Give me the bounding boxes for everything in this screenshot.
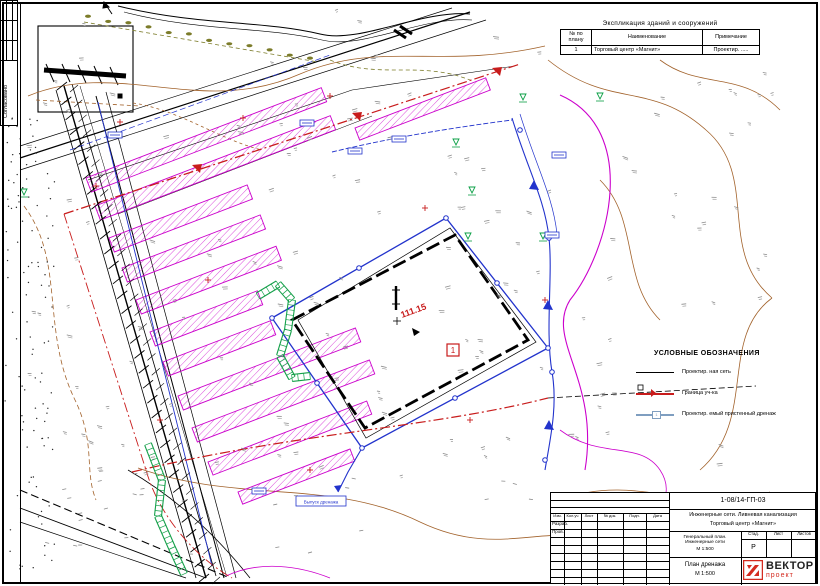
explication-title: Экспликация зданий и сооружений <box>602 20 718 27</box>
object-line2: Торговый центр «Магнит» <box>709 521 777 527</box>
rev-col-koluch: Кол.уч <box>566 513 579 518</box>
legend <box>636 350 816 430</box>
rev-col-podp: Подп. <box>629 513 640 518</box>
sheet-scale: М 1:500 <box>695 571 715 577</box>
building-elevation-label: 111.15 <box>399 301 428 320</box>
side-stamp-label: Согласовано <box>3 84 9 118</box>
logo-cell <box>741 557 817 585</box>
content-line2: М 1:500 <box>696 547 714 552</box>
drain-outlet-label: Выпуск дренажа <box>303 499 339 505</box>
legend-item-label: Граница уч-ка <box>682 390 718 396</box>
explication-row-num: 1 <box>561 45 592 54</box>
explication-row-name: Торговый центр «Магнит» <box>592 45 703 54</box>
legend-item-label: Проектир. ная сеть <box>682 369 731 375</box>
legend-title: УСЛОВНЫЕ ОБОЗНАЧЕНИЯ <box>654 350 760 357</box>
rev-col-izm: Изм. <box>553 513 562 518</box>
explication-col-num: № по плану <box>561 30 592 46</box>
rev-col-list: Лист <box>584 513 594 518</box>
network-line-swatch <box>636 367 674 377</box>
legend-item-label: Проектир. емый пристенный дренаж <box>682 411 776 417</box>
sheets-header: Листов <box>797 531 811 536</box>
explication-table <box>560 20 760 55</box>
sheet-header: Лист <box>773 531 784 536</box>
building-number-label: 1 <box>450 346 456 355</box>
sheet-name: План дренажа <box>684 562 726 568</box>
drain-line-swatch: 1 <box>636 409 674 419</box>
logo-text-proekt: проект <box>766 572 794 579</box>
rev-col-data: Дата <box>653 513 662 518</box>
sheet-margin-line <box>20 2 21 584</box>
explication-row-note: Проектир. ..... <box>703 45 760 54</box>
role-razrab: Разраб. <box>552 521 569 526</box>
stage-value: Р <box>751 544 756 551</box>
doc-number: 1-08/14-ГП-03 <box>720 497 766 504</box>
legend-item-network <box>636 367 816 377</box>
boundary-line-swatch <box>636 388 674 398</box>
vektor-logo-icon <box>743 560 763 580</box>
explication-row <box>561 45 760 54</box>
explication-col-note: Примечание <box>703 30 760 46</box>
content-line1: Генеральный план. Инженерные сети <box>683 535 727 546</box>
object-line1: Инженерные сети. Ливневая канализация <box>689 512 797 518</box>
title-block <box>550 492 816 584</box>
logo-text-vektor: ВЕКТОР <box>766 560 814 572</box>
role-prov: Пров. <box>552 529 564 534</box>
explication-col-name: Наименование <box>592 30 703 46</box>
legend-item-boundary <box>636 388 816 398</box>
legend-item-drain <box>636 409 816 419</box>
rev-col-doc: № док. <box>603 513 617 518</box>
stage-header: Стад. <box>748 531 759 536</box>
